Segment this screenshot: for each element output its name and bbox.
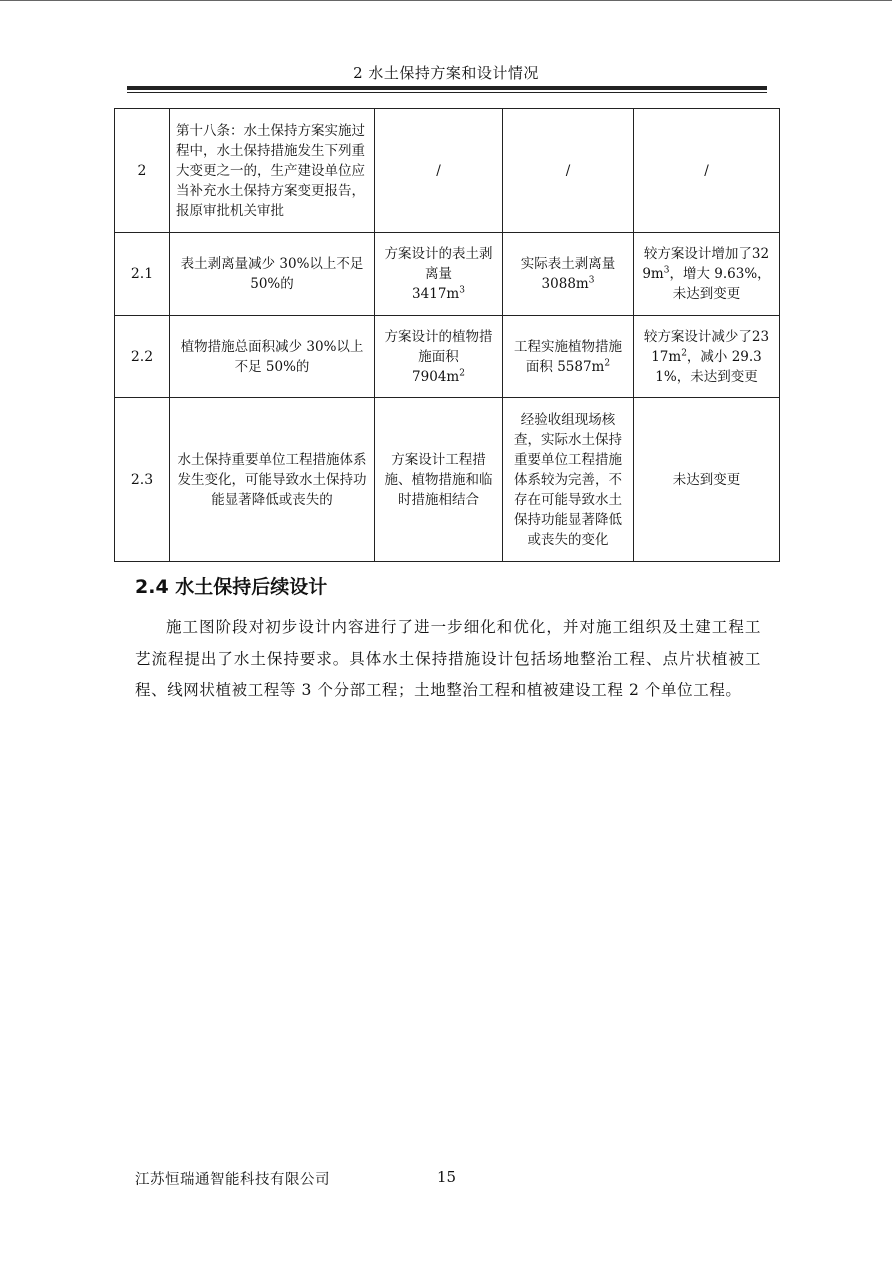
running-header: 2 水土保持方案和设计情况 [353, 64, 539, 82]
criterion-cell: 水土保持重要单位工程措施体系发生变化，可能导致水土保持功能显著降低或丧失的 [170, 398, 375, 562]
actual-unit-exponent: 2 [604, 358, 611, 368]
row-number: 2 [115, 109, 170, 233]
design-text: 方案设计的表土剥离量 [384, 246, 493, 282]
design-value: 7904m [412, 368, 460, 385]
design-unit-exponent: 2 [459, 368, 465, 378]
result-text: 较方案设计增加了 [643, 246, 752, 262]
design-text: 方案设计的植物措施面积 [384, 328, 493, 365]
result-cell [634, 233, 780, 316]
actual-cell: / [503, 109, 634, 233]
header-rule-thick [127, 86, 767, 90]
design-cell: 方案设计工程措施、植物措施和临时措施相结合 [375, 398, 503, 562]
actual-value: 3088m [541, 276, 589, 292]
page-top-border [0, 0, 892, 1]
result-cell: 未达到变更 [634, 398, 780, 562]
actual-text: 实际表土剥离量 [520, 256, 616, 272]
change-criteria-table [114, 108, 780, 562]
criterion-cell: 第十八条：水土保持方案实施过程中，水土保持措施发生下列重大变更之一的，生产建设单位应当补充水土保持方案变更报告，报原审批机关审批 [170, 109, 375, 233]
header-rule-thin [127, 92, 767, 93]
table-row [115, 109, 780, 233]
row-number: 2.3 [115, 398, 170, 562]
result-text-tail: ，减小 29.31%，未达到变更 [655, 348, 762, 385]
design-unit-exponent: 3 [459, 285, 465, 296]
result-unit-exponent: 3 [663, 265, 670, 276]
result-text: 较方案设计减少了 [643, 328, 752, 345]
design-cell [375, 233, 503, 316]
criterion-cell: 植物措施总面积减少 30%以上不足 50%的 [170, 316, 375, 398]
actual-unit-exponent: 3 [588, 275, 595, 286]
table-row [115, 398, 780, 562]
result-value: 2317m [651, 328, 770, 365]
result-text-tail: ，增大 9.63%，未达到变更 [669, 266, 771, 302]
result-unit-exponent: 2 [681, 348, 687, 358]
actual-cell [503, 233, 634, 316]
actual-cell: 经验收组现场核查，实际水土保持重要单位工程措施体系较为完善，不存在可能导致水土保持功能显著降低或丧失的变化 [503, 398, 634, 562]
design-cell: / [375, 109, 503, 233]
row-number: 2.2 [115, 316, 170, 398]
table-row [115, 233, 780, 316]
footer-company: 江苏恒瑞通智能科技有限公司 [135, 1172, 330, 1188]
criterion-cell: 表土剥离量减少 30%以上不足 50%的 [170, 233, 375, 316]
design-cell [375, 316, 503, 398]
row-number: 2.1 [115, 233, 170, 316]
actual-cell [503, 316, 634, 398]
result-cell: / [634, 109, 780, 233]
actual-text: 工程实施植物措施面积 5587m [514, 338, 622, 375]
result-value: 329m [642, 246, 770, 282]
section-heading: 2.4 水土保持后续设计 [135, 576, 328, 598]
result-cell [634, 316, 780, 398]
page-number: 15 [437, 1168, 457, 1186]
body-paragraph: 施工图阶段对初步设计内容进行了进一步细化和优化，并对施工组织及土建工程工艺流程提出了水土保持要求。具体水土保持措施设计包括场地整治工程、点片状植被工程、线网状植被工程等 3 个分部工程；土地整治工程和植被建设工程 2 个单位工程。 [135, 618, 761, 699]
design-value: 3417m [412, 286, 460, 302]
table-row [115, 316, 780, 398]
